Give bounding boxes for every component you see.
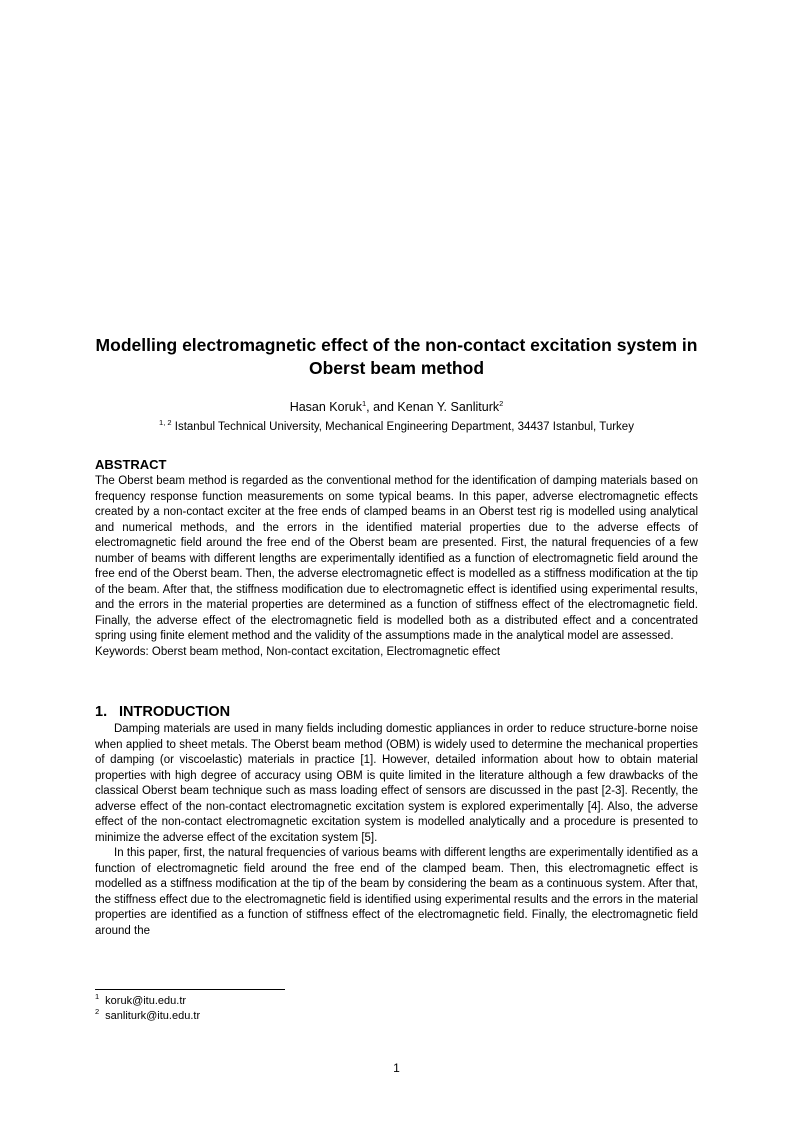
section-title: INTRODUCTION xyxy=(119,704,231,720)
author-name: Hasan Koruk xyxy=(289,400,362,414)
footnote-email: koruk@itu.edu.tr xyxy=(105,995,187,1007)
abstract xyxy=(95,474,698,660)
footnote-mark: 1 xyxy=(95,992,100,1001)
author-affiliation-mark: 1 xyxy=(361,399,367,408)
author-joiner: , and xyxy=(366,400,398,414)
footnotes xyxy=(95,994,200,1024)
footnote-mark: 2 xyxy=(95,1007,100,1016)
footnote-rule xyxy=(95,989,285,990)
paragraph: In this paper, first, the natural frequencies of various beams with different lengths are experimentally identified as a function of electromagnetic field around the free end of the clamped beam. Then, this electromagnetic effect is modelled as a stiffness modification at the tip of the beam by considering the beam as a continuous system. After that, the stiffness effect due to the electromagnetic field is identified using experimental results and the errors in the material properties are identified as a function of stiffness effect of the electromagnetic field. Finally, the electromagnetic field around the xyxy=(95,847,699,937)
footnote-email: sanliturk@itu.edu.tr xyxy=(105,1010,201,1022)
introduction-body xyxy=(95,722,698,939)
section-heading-introduction xyxy=(95,703,230,721)
affiliation-text: Istanbul Technical University, Mechanical Engineering Department, 34437 Istanbul, Turkey xyxy=(174,421,634,433)
footnote xyxy=(95,994,200,1009)
author-line xyxy=(95,399,698,415)
abstract-body: The Oberst beam method is regarded as the conventional method for the identification of damping materials based on frequency response function measurements on some typical beams. In this paper, adverse electromagnetic effects created by a non-contact exciter at the free ends of clamped beams in an Oberst test rig is modelled using analytical and numerical methods, and the errors in the identified material properties due to the adverse effects of electromagnetic field around the free end of the Oberst beam are presented. First, the natural frequencies of a few number of beams with different lengths are experimentally identified as a function of electromagnetic field around the free end of the Oberst beam. Then, the adverse electromagnetic effect is modelled as a stiffness modification at the tip of the beam. After that, the stiffness modification due to electromagnetic effect is identified using experimental results, and the errors in the material properties are determined as a function of stiffness effect of the electromagnetic field. Finally, the adverse effect of the electromagnetic field is modelled both as a distributed effect and a concentrated spring using finite element method and the validity of the assumptions made in the analytical model are assessed. xyxy=(95,475,698,642)
author-affiliation-mark: 2 xyxy=(499,399,504,408)
author-name: Kenan Y. Sanliturk xyxy=(397,400,500,414)
page-number: 1 xyxy=(393,1061,400,1075)
affiliation-mark: 1, 2 xyxy=(159,418,172,427)
paper-title: Modelling electromagnetic effect of the non-contact excitation system in Oberst beam method xyxy=(95,335,698,378)
footnote xyxy=(95,1009,200,1024)
affiliation xyxy=(95,420,698,435)
keywords: Keywords: Oberst beam method, Non-contact excitation, Electromagnetic effect xyxy=(95,645,501,658)
section-number: 1. xyxy=(95,704,108,720)
abstract-heading: ABSTRACT xyxy=(95,457,167,472)
paragraph: Damping materials are used in many fields including domestic appliances in order to reduce structure-borne noise when applied to sheet metals. The Oberst beam method (OBM) is widely used to determine the mechanical properties of damping (or viscoelastic) materials in practice [1]. However, detailed information about how to obtain material properties with high degree of accuracy using OBM is quite limited in the literature although a few drawbacks of the classical Oberst beam technique such as mass loading effect of sensors are discussed in the past [2-3]. Recently, the adverse effect of the non-contact electromagnetic excitation system is explored experimentally [4]. Also, the adverse effect of the non-contact electromagnetic excitation system is modelled analytically and a procedure is presented to minimize the adverse effect of the excitation system [5]. xyxy=(95,723,698,844)
